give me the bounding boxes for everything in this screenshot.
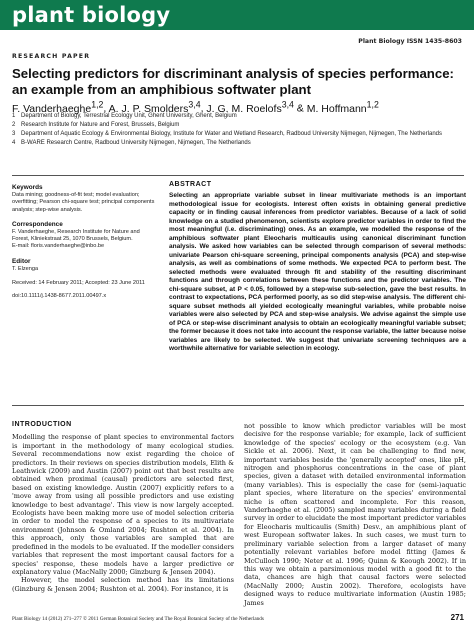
affiliation: 3 Department of Aquatic Ecology & Environmental Biology, Institute for Water and Wetland Research, Radboud University Nijmegen, Nijmegen, The Netherlands (12, 131, 442, 137)
affiliation: 2 Research Institute for Nature and Forest, Brussels, Belgium (12, 122, 180, 128)
affiliations (12, 112, 467, 148)
divider (12, 405, 464, 406)
editor-heading: Editor (12, 257, 31, 265)
received-dates: Received: 14 February 2011; Accepted: 23 June 2011 (12, 280, 145, 287)
abstract-heading: ABSTRACT (169, 181, 212, 188)
article-title: Selecting predictors for discriminant analysis of species performance: an example from an amphibious softwater plant (12, 66, 454, 97)
author: J. G. M. Roelofs$^{3,4}$ (206, 99, 294, 115)
journal-header-bar (0, 0, 474, 30)
article-type: RESEARCH PAPER (12, 53, 91, 60)
body-paragraph: However, the model selection method has its limitations (Ginzburg & Jensen 2004; Rushton et al. 2004). For instance, it is (12, 576, 234, 593)
keywords: Data mining; goodness-of-fit test; model evaluation; overfitting; Pearson chi-square test; principal components analysis; step-wise analysis. (12, 192, 155, 213)
doi[interactable]: doi:10.1111/j.1438-8677.2011.00497.x (12, 293, 107, 300)
journal-logo: plant biology (12, 3, 171, 27)
page-number: 271 (450, 613, 464, 622)
abstract-text: Selecting an appropriate variable subset in linear multivariate methods is an important methodological issue for ecologists. Interest often exists in obtaining general predictive capacity or in finding causal inferences from predictor variables. Because of a lack of solid knowledge on a studied phenomenon, scientists explore predictor variables in order to find the most meaningful (i.e. discriminating) ones. As an example, we modelled the response of the amphibious softwater plant Eleocharis multicaulis using canonical discriminant function analysis. We asked how variables can be selected through comparison of several methods: univariate Pearson chi-square screening, principal components analysis (PCA) and step-wise analysis, as well as combinations of some methods. We expected PCA to perform best. The selected methods were evaluated through fit and stability of the resulting discriminant functions and through correlations between these functions and the predictor variables. The chi-square subset, at P < 0.05, followed by a step-wise sub-selection, gave the best results. In contrast to expectations, PCA performed poorly, as so did step-wise analysis. The different chi-square subset methods all yielded ecologically meaningful variables, while probable noise variables were also selected by PCA and step-wise analysis. We advise against the simple use of PCA or step-wise discriminant analysis to obtain an ecologically meaningful variable subset; the former because it does not take into account the response variable, the latter because noise variables are likely to be selected. We suggest that univariate screening techniques are a worthwhile alternative for variable selection in ecology. (169, 192, 466, 352)
author-list: F. Vanderhaeghe$^{1,2}$, A. J. P. Smolders$^{3,4}$, J. G. M. Roelofs$^{3,4}$ & M. Hoffmann$^{1,2}$ (12, 99, 379, 115)
keywords-heading: Keywords (12, 184, 43, 191)
intro-left-column (12, 421, 234, 593)
correspondence-email[interactable]: E-mail: floris.vanderhaeghe@inbo.be (12, 243, 105, 250)
affiliation: 4 B-WARE Research Centre, Radboud University Nijmegen, Nijmegen, The Netherlands (12, 140, 251, 146)
issn-label: Plant Biology ISSN 1435-8603 (358, 38, 462, 45)
author: M. Hoffmann$^{1,2}$ (306, 99, 379, 115)
article-info-sidebar (12, 184, 158, 307)
divider (12, 175, 464, 176)
author: F. Vanderhaeghe$^{1,2}$ (12, 99, 104, 115)
author: A. J. P. Smolders$^{3,4}$ (108, 99, 201, 115)
body-paragraph: not possible to know which predictor variables will be most decisive for the response variable; for example, lack of sufficient knowledge of the species' ecology or the ecosystem (e.g. Van Sickle et al. 2006). Next, it can be challenging to find new, important variables beside the 'generally accepted' ones, like pH, nitrogen and phosphorus concentrations in the case of plant species, given a dataset with detailed environmental information (many variables). This is especially the case for (semi-)aquatic plant species, where literature on the species' environmental niche is often scattered and incomplete. For this reason, Vanderhaeghe et al. (2005) sampled many variables during a field survey in order to elucidate the most important predictor variables for Eleocharis multicaulis (Smith) Desv., an amphibious plant of west European softwater lakes. In such cases, we must turn to preliminary variable selection from a larger dataset of many potentially relevant variables before model fitting (James & McCulloch 1990; Neter et al. 1996; Quinn & Keough 2002). If in this way we obtain a parsimonious model with a good fit to the data, chances are high that causal factors were selected (MacNally 2000; Austin 2002). Therefore, ecologists have designed ways to reduce multivariate information (Austin 1985; James (244, 422, 466, 607)
abstract (169, 181, 466, 354)
footer-citation: Plant Biology 14 (2012) 271–277 © 2011 German Botanical Society and The Royal Botanical Society of the Netherlands (12, 616, 264, 622)
correspondence-address: F. Vanderhaeghe, Research Institute for Nature and Forest, Kliniekstraat 25, 1070 Brussels, Belgium. (12, 229, 140, 243)
editor-name: T. Elzenga (12, 265, 39, 272)
intro-heading: INTRODUCTION (12, 421, 72, 428)
body-paragraph: Modelling the response of plant species to environmental factors is important in the methodology of many ecological studies. Several recommendations now exist regarding the choice of predictors. In their reviews on species distribution models, Elith & Leathwick (2009) and Austin (2007) point out that best results are obtained when proximal (causal) predictors are selected first, based on existing knowledge. Austin (2007) explicitly refers to a 'move away from using all possible predictors and use existing knowledge to best advantage'. This view is now largely accepted. Ecologists have been making more use of model selection criteria in order to model the response of a species to its multivariate environment (Johnson & Omland 2004; Rushton et al. 2004). In this approach, only those variables are sampled that are predefined in the models to be evaluated. If the modeller considers variables that represent the most important causal factors for a species' response, these models have a larger predictive or explanatory value (MacNally 2000; Ginzburg & Jensen 2004). (12, 433, 234, 576)
intro-right-column (244, 422, 466, 607)
correspondence-heading: Correspondence (12, 220, 63, 228)
affiliation: 1 Department of Biology, Terrestrial Ecology Unit, Ghent University, Ghent, Belgium (12, 113, 237, 119)
